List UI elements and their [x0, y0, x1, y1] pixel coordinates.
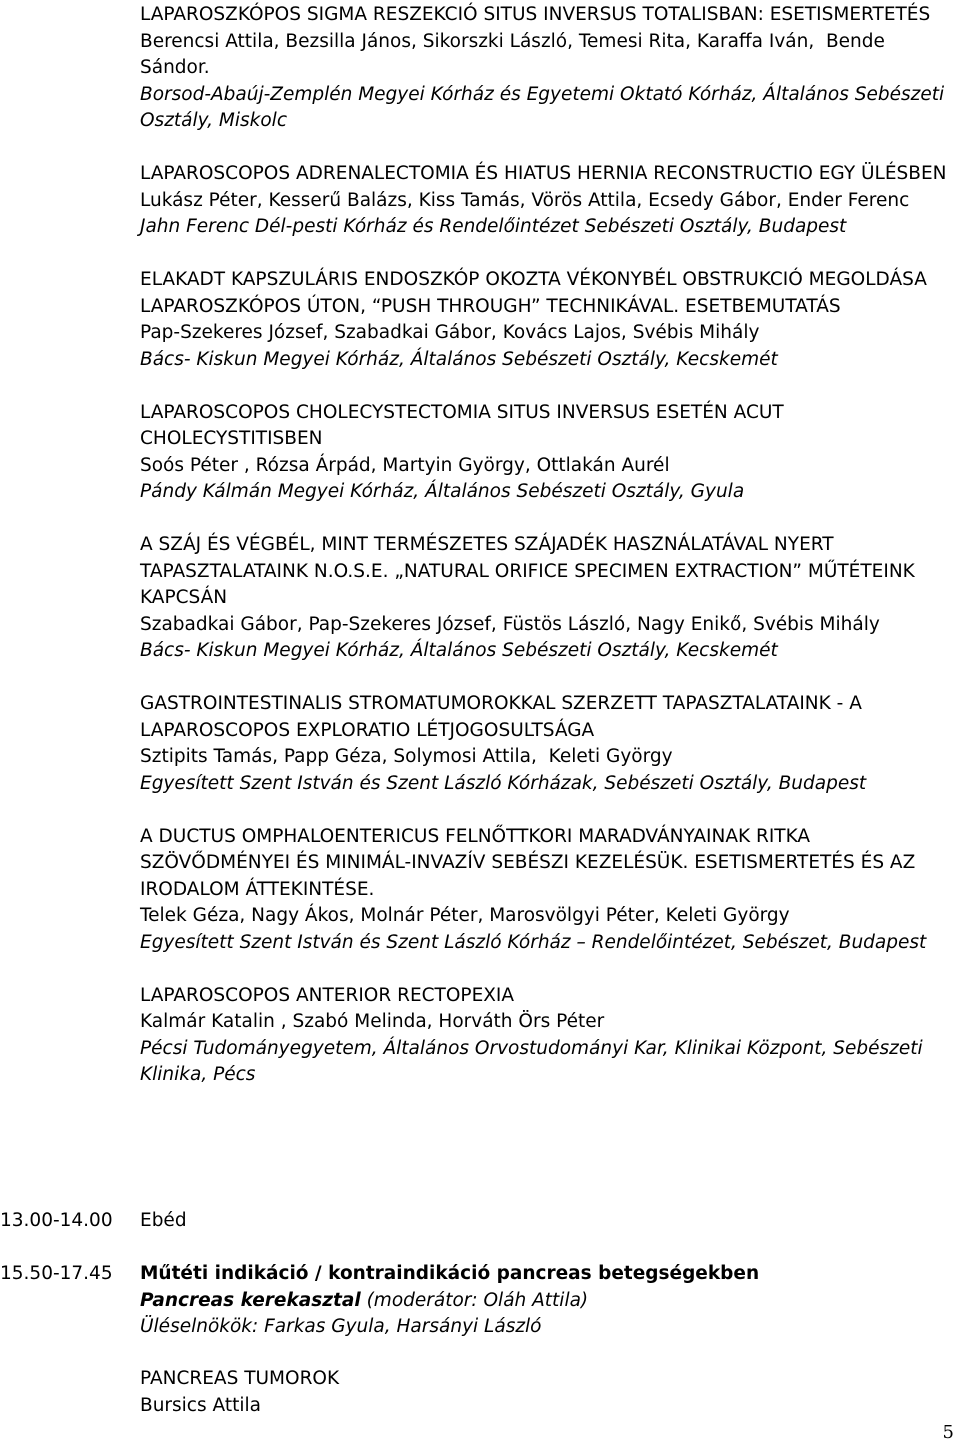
abstract-title: LAPAROSCOPOS ANTERIOR RECTOPEXIA	[140, 984, 515, 1006]
abstract-item	[140, 267, 955, 373]
abstract-authors: Telek Géza, Nagy Ákos, Molnár Péter, Marosvölgyi Péter, Keleti György	[140, 905, 790, 926]
abstract-list	[140, 2, 955, 1115]
abstract-title: ELAKADT KAPSZULÁRIS ENDOSZKÓP OKOZTA VÉKONYBÉL OBSTRUKCIÓ MEGOLDÁSA LAPAROSZKÓPOS ÚTON, “PUSH THROUGH” TECHNIKÁVAL. ESETBEMUTATÁS	[140, 269, 933, 317]
abstract-item	[140, 532, 955, 665]
abstract-title: A DUCTUS OMPHALOENTERICUS FELNŐTTKORI MARADVÁNYAINAK RITKA SZÖVŐDMÉNYEI ÉS MINIMÁL-INVAZÍV SEBÉSZI KEZELÉSÜK. ESETISMERTETÉS ÉS AZ IRODALOM ÁTTEKINTÉSE.	[140, 825, 922, 900]
session-chairs: Üléselnökök: Farkas Gyula, Harsányi László	[140, 1316, 542, 1337]
session-time: 13.00-14.00	[0, 1210, 113, 1231]
abstract-authors: Lukász Péter, Kesserű Balázs, Kiss Tamás, Vörös Attila, Ecsedy Gábor, Ender Ferenc	[140, 189, 910, 211]
abstract-title: GASTROINTESTINALIS STROMATUMOROKKAL SZERZETT TAPASZTALATAINK - A LAPAROSCOPOS EXPLORATIO LÉTJOGOSULTSÁGA	[140, 693, 868, 741]
abstract-authors: Szabadkai Gábor, Pap-Szekeres József, Füstös László, Nagy Enikő, Svébis Mihály	[140, 613, 880, 635]
abstract-item	[140, 824, 955, 957]
abstract-affiliation: Jahn Ferenc Dél-pesti Kórház és Rendelőintézet Sebészeti Osztály, Budapest	[140, 216, 847, 237]
abstract-affiliation: Borsod-Abaúj-Zemplén Megyei Kórház és Egyetemi Oktató Kórház, Általános Sebészeti Osztály, Miskolc	[140, 83, 950, 131]
page-number: 5	[942, 1422, 954, 1443]
abstract-affiliation: Pándy Kálmán Megyei Kórház, Általános Sebészeti Osztály, Gyula	[140, 481, 745, 502]
abstract-title: LAPAROSCOPOS CHOLECYSTECTOMIA SITUS INVERSUS ESETÉN ACUT CHOLECYSTITISBEN	[140, 401, 790, 449]
roundtable-label: Pancreas kerekasztal	[140, 1289, 361, 1311]
abstract-title: LAPAROSCOPOS ADRENALECTOMIA ÉS HIATUS HERNIA RECONSTRUCTIO EGY ÜLÉSBEN	[140, 163, 947, 184]
abstract-title: A SZÁJ ÉS VÉGBÉL, MINT TERMÉSZETES SZÁJADÉK HASZNÁLATÁVAL NYERT TAPASZTALATAINK N.O.S.E. „NATURAL ORIFICE SPECIMEN EXTRACTION” MŰTÉTEINK KAPCSÁN	[140, 534, 921, 608]
abstract-affiliation: Egyesített Szent István és Szent László Kórházak, Sebészeti Osztály, Budapest	[140, 772, 867, 794]
session-time: 15.50-17.45	[0, 1263, 113, 1284]
abstract-authors: Berencsi Attila, Bezsilla János, Sikorszki László, Temesi Rita, Karaffa Iván, Bende Sándor.	[140, 30, 891, 78]
abstract-title: LAPAROSZKÓPOS SIGMA RESZEKCIÓ SITUS INVERSUS TOTALISBAN: ESETISMERTETÉS	[140, 4, 931, 25]
abstract-item	[140, 2, 955, 135]
abstract-affiliation: Bács- Kiskun Megyei Kórház, Általános Sebészeti Osztály, Kecskemét	[140, 640, 778, 661]
session-label: Ebéd	[140, 1210, 187, 1231]
abstract-item	[140, 983, 955, 1089]
abstract-item	[140, 400, 955, 506]
abstract-authors: Sztipits Tamás, Papp Géza, Solymosi Attila, Keleti György	[140, 746, 673, 767]
session-title: Műtéti indikáció / kontraindikáció pancreas betegségekben	[140, 1263, 760, 1284]
abstract-affiliation: Egyesített Szent István és Szent László Kórház – Rendelőintézet, Sebészet, Budapest	[140, 931, 927, 953]
moderator-label: (moderátor: Oláh Attila)	[360, 1289, 589, 1311]
abstract-item	[140, 691, 955, 797]
talk-item	[140, 1366, 955, 1419]
session-roundtable-line	[140, 1288, 955, 1315]
session-body	[140, 1208, 955, 1235]
abstract-item	[140, 161, 955, 241]
abstract-authors: Pap-Szekeres József, Szabadkai Gábor, Kovács Lajos, Svébis Mihály	[140, 322, 760, 343]
talk-title: PANCREAS TUMOROK	[140, 1368, 340, 1389]
session-body	[140, 1261, 955, 1341]
talk-authors: Bursics Attila	[140, 1394, 261, 1416]
abstract-affiliation: Pécsi Tudományegyetem, Általános Orvostudományi Kar, Klinikai Központ, Sebészeti Klinika, Pécs	[140, 1037, 929, 1085]
abstract-authors: Soós Péter , Rózsa Árpád, Martyin György, Ottlakán Aurél	[140, 454, 670, 476]
abstract-affiliation: Bács- Kiskun Megyei Kórház, Általános Sebészeti Osztály, Kecskemét	[140, 348, 778, 370]
abstract-authors: Kalmár Katalin , Szabó Melinda, Horváth Örs Péter	[140, 1011, 605, 1032]
